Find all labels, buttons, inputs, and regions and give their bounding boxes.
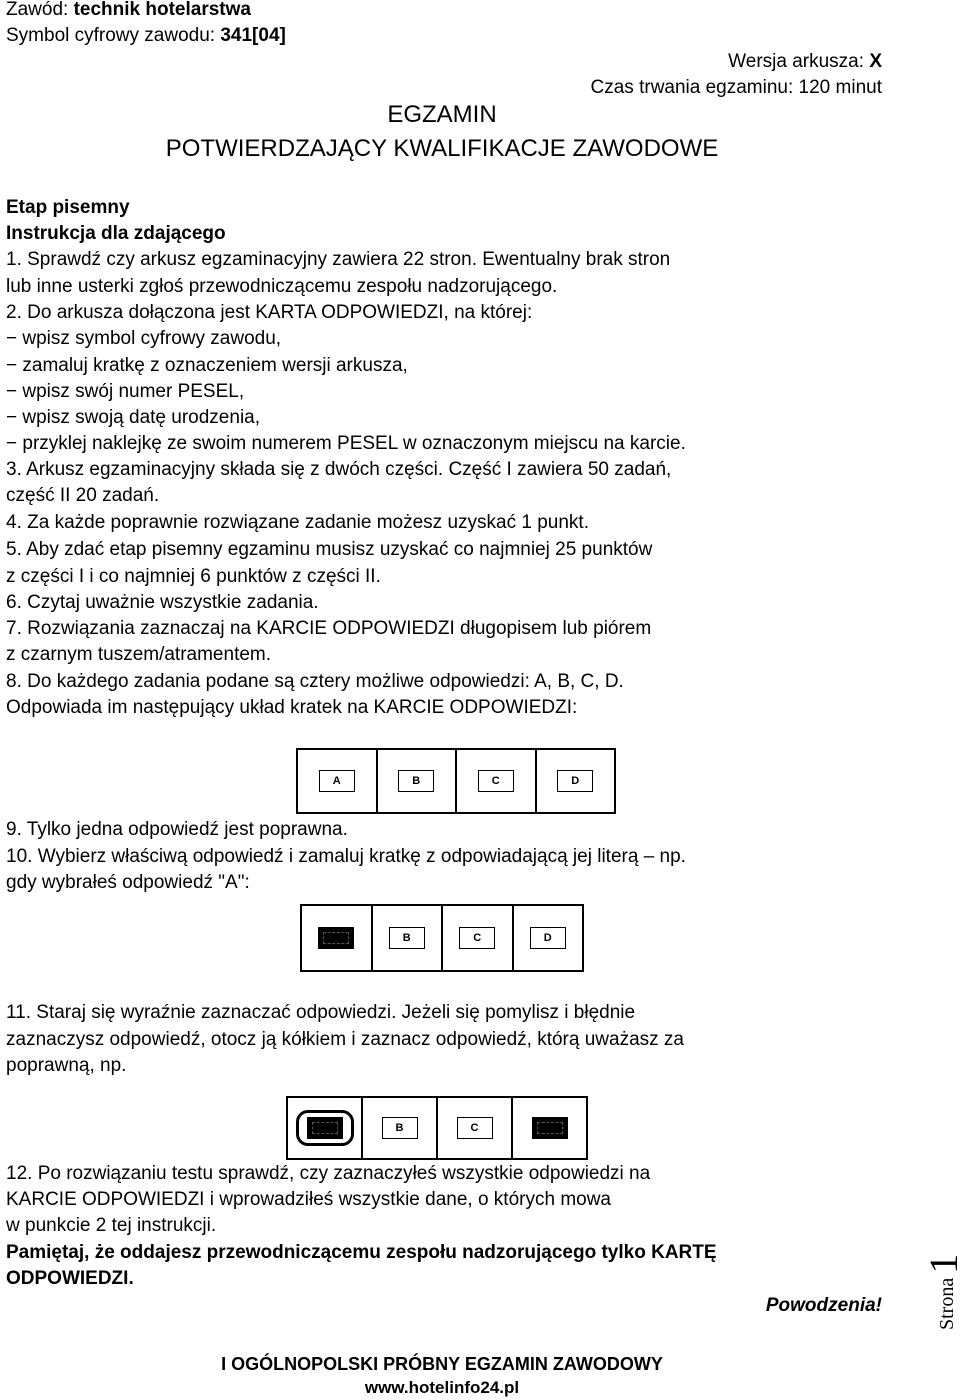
instruction-line: 1. Sprawdź czy arkusz egzaminacyjny zawiera 22 stron. Ewentualny brak stron xyxy=(6,249,671,270)
page-number-label: Strona xyxy=(936,1277,958,1330)
answer-box-d: D xyxy=(530,927,566,949)
reminder-line: Pamiętaj, że oddajesz przewodniczącemu zespołu nadzorującego tylko KARTĘ xyxy=(6,1242,717,1263)
instruction-line: 12. Po rozwiązaniu testu sprawdź, czy zaznaczyłeś wszystkie odpowiedzi na xyxy=(6,1163,651,1184)
instruction-line: − wpisz swoją datę urodzenia, xyxy=(6,407,261,428)
good-luck-text: Powodzenia! xyxy=(765,1295,882,1316)
zawod-label: Zawód: xyxy=(6,0,74,20)
instruction-line: − wpisz swój numer PESEL, xyxy=(6,381,245,402)
answer-box-c: C xyxy=(478,770,514,792)
answer-cell xyxy=(443,906,514,970)
answer-grid-corrected-example xyxy=(286,1096,588,1160)
instruction-line: 4. Za każde poprawnie rozwiązane zadanie możesz uzyskać 1 punkt. xyxy=(6,512,589,533)
wersja-label: Wersja arkusza: xyxy=(728,51,870,72)
answer-cell xyxy=(378,750,458,812)
instruction-line: w punkcie 2 tej instrukcji. xyxy=(6,1215,217,1236)
zawod-value: technik hotelarstwa xyxy=(73,0,251,20)
answer-cell xyxy=(288,1098,363,1158)
instruction-line: KARCIE ODPOWIEDZI i wprowadziłeś wszystkie dane, o których mowa xyxy=(6,1189,612,1210)
instruction-line: 5. Aby zdać etap pisemny egzaminu musisz uzyskać co najmniej 25 punktów xyxy=(6,539,653,560)
answer-cell xyxy=(438,1098,513,1158)
answer-box-a-filled: A xyxy=(318,927,354,949)
instruction-line: 7. Rozwiązania zaznaczaj na KARCIE ODPOWIEDZI długopisem lub piórem xyxy=(6,618,652,639)
answer-box-d-filled: D xyxy=(532,1117,568,1139)
wersja-value: X xyxy=(869,51,882,72)
footer-title: I OGÓLNOPOLSKI PRÓBNY EGZAMIN ZAWODOWY xyxy=(221,1354,663,1374)
czas-line: Czas trwania egzaminu: 120 minut xyxy=(590,77,882,98)
symbol-label: Symbol cyfrowy zawodu: xyxy=(6,25,221,46)
reminder-line: ODPOWIEDZI. xyxy=(6,1268,134,1289)
instruction-line: lub inne usterki zgłoś przewodniczącemu zespołu nadzorującego. xyxy=(6,276,558,297)
etap-heading: Etap pisemny xyxy=(6,197,130,218)
instrukcja-heading: Instrukcja dla zdającego xyxy=(6,223,226,244)
instruction-line: 6. Czytaj uważnie wszystkie zadania. xyxy=(6,592,319,613)
answer-box-a-filled: A xyxy=(307,1117,343,1139)
answer-box-a: A xyxy=(319,770,355,792)
answer-cell xyxy=(537,750,615,812)
instruction-line: 11. Staraj się wyraźnie zaznaczać odpowiedzi. Jeżeli się pomylisz i błędnie xyxy=(6,1002,636,1023)
instruction-line: Odpowiada im następujący układ kratek na KARCIE ODPOWIEDZI: xyxy=(6,697,578,718)
page-number xyxy=(920,1170,966,1330)
answer-cell xyxy=(298,750,378,812)
answer-box-b: B xyxy=(389,927,425,949)
answer-cell xyxy=(302,906,373,970)
instruction-line: 10. Wybierz właściwą odpowiedź i zamaluj kratkę z odpowiadającą jej literą – np. xyxy=(6,846,686,867)
answer-cell xyxy=(513,1098,586,1158)
instruction-line: poprawną, np. xyxy=(6,1055,127,1076)
answer-cell xyxy=(514,906,583,970)
footer-url: www.hotelinfo24.pl xyxy=(364,1378,520,1397)
instruction-line: 9. Tylko jedna odpowiedź jest poprawna. xyxy=(6,819,348,840)
answer-cell xyxy=(457,750,537,812)
instruction-line: 2. Do arkusza dołączona jest KARTA ODPOWIEDZI, na której: xyxy=(6,302,533,323)
answer-cell xyxy=(373,906,444,970)
instruction-line: z czarnym tuszem/atramentem. xyxy=(6,644,272,665)
answer-box-d: D xyxy=(557,770,593,792)
instruction-line: 8. Do każdego zadania podane są cztery możliwe odpowiedzi: A, B, C, D. xyxy=(6,671,624,692)
answer-box-c: C xyxy=(457,1117,493,1139)
answer-grid-filled-example xyxy=(300,904,584,972)
wersja-line xyxy=(728,50,882,74)
zawod-line xyxy=(6,0,251,22)
symbol-line xyxy=(6,24,286,48)
instruction-line: − zamaluj kratkę z oznaczeniem wersji arkusza, xyxy=(6,355,408,376)
instruction-line: zaznaczysz odpowiedź, otocz ją kółkiem i zaznacz odpowiedź, którą uważasz za xyxy=(6,1029,684,1050)
exam-title: EGZAMIN xyxy=(387,101,497,128)
exam-subtitle: POTWIERDZAJĄCY KWALIFIKACJE ZAWODOWE xyxy=(165,135,719,162)
answer-grid-example xyxy=(296,748,616,814)
page-number-value: 1 xyxy=(921,1253,966,1274)
instruction-line: gdy wybrałeś odpowiedź "A": xyxy=(6,872,250,893)
answer-box-b: B xyxy=(382,1117,418,1139)
answer-box-b: B xyxy=(398,770,434,792)
instruction-line: z części I i co najmniej 6 punktów z części II. xyxy=(6,566,381,587)
symbol-value: 341[04] xyxy=(220,25,286,46)
instruction-line: 3. Arkusz egzaminacyjny składa się z dwóch części. Część I zawiera 50 zadań, xyxy=(6,459,672,480)
instruction-line: − przyklej naklejkę ze swoim numerem PESEL w oznaczonym miejscu na karcie. xyxy=(6,433,686,454)
instruction-line: część II 20 zadań. xyxy=(6,485,160,506)
answer-box-c: C xyxy=(459,927,495,949)
instruction-line: − wpisz symbol cyfrowy zawodu, xyxy=(6,328,282,349)
answer-cell xyxy=(363,1098,438,1158)
